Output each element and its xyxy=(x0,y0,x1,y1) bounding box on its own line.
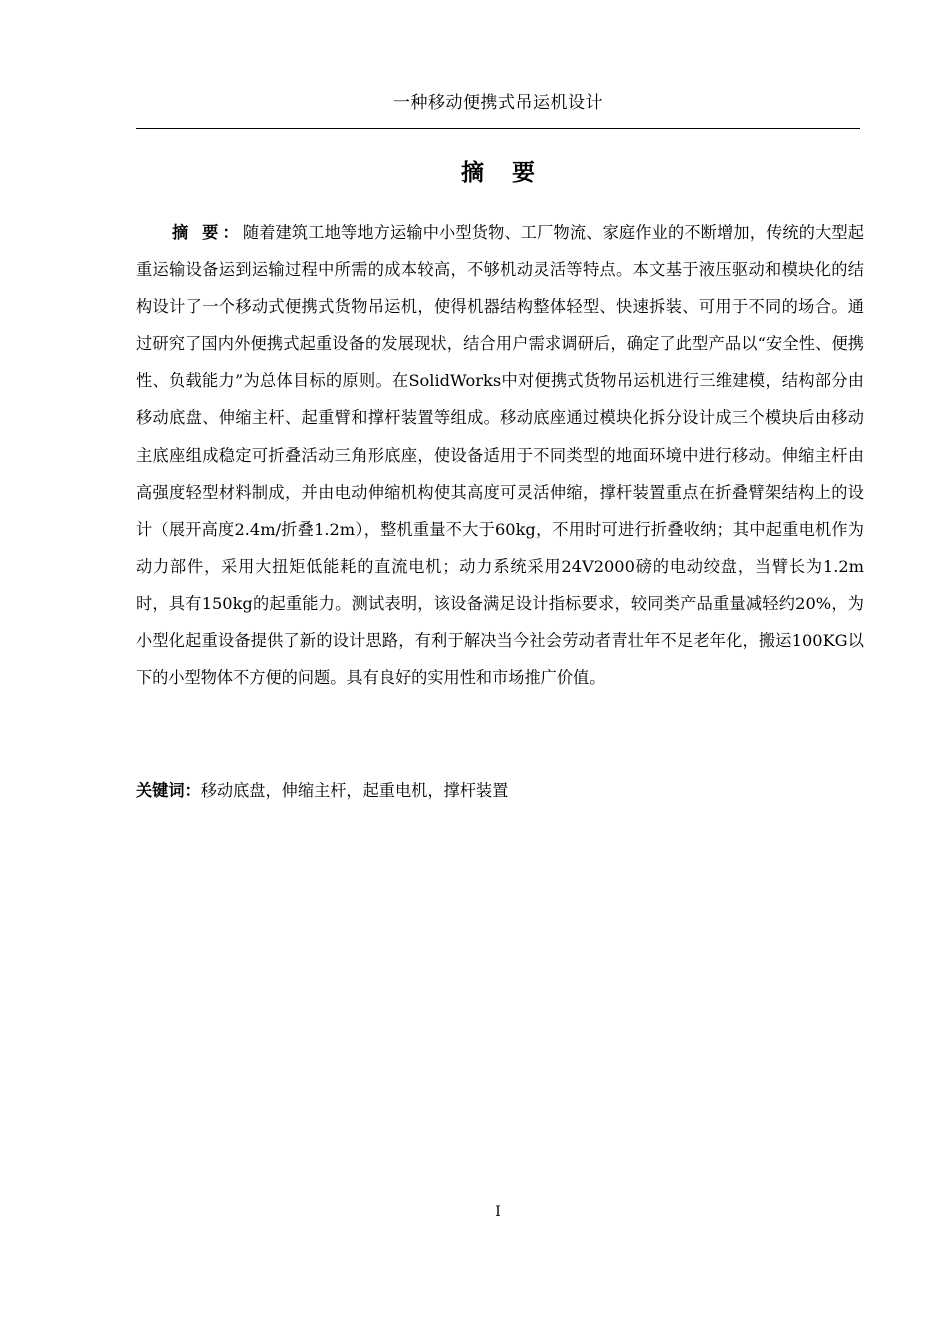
abstract-paragraph xyxy=(136,214,864,696)
running-header-title: 一种移动便携式吊运机设计 xyxy=(393,93,603,113)
page-number: I xyxy=(495,1204,501,1220)
abstract-text: 随着建筑工地等地方运输中小型货物、工厂物流、家庭作业的不断增加，传统的大型起重运输设备运到运输过程中所需的成本较高，不够机动灵活等特点。本文基于液压驱动和模块化的结构设计了一个移动式便携式货物吊运机，使得机器结构整体轻型、快速拆装、可用于不同的场合。通过研究了国内外便携式起重设备的发展现状，结合用户需求调研后，确定了此型产品以“安全性、便携性、负载能力”为总体目标的原则。在SolidWorks中对便携式货物吊运机进行三维建模，结构部分由移动底盘、伸缩主杆、起重臂和撑杆装置等组成。移动底座通过模块化拆分设计成三个模块后由移动主底座组成稳定可折叠活动三角形底座，使设备适用于不同类型的地面环境中进行移动。伸缩主杆由高强度轻型材料制成，并由电动伸缩机构使其高度可灵活伸缩，撑杆装置重点在折叠臂架结构上的设计（展开高度2.4m/折叠1.2m），整机重量不大于60kg，不用时可进行折叠收纳；其中起重电机作为动力部件，采用大扭矩低能耗的直流电机；动力系统采用24V2000磅的电动绞盘，当臂长为1.2m时，具有150kg的起重能力。测试表明，该设备满足设计指标要求，较同类产品重量减轻约20%，为小型化起重设备提供了新的设计思路，有利于解决当今社会劳动者青壮年不足老年化，搬运100KG以下的小型物体不方便的问题。具有良好的实用性和市场推广价值。 xyxy=(136,223,865,688)
keywords-label: 关键词： xyxy=(136,781,201,800)
abstract-heading: 摘 要 xyxy=(460,160,545,186)
keywords-value: 移动底盘，伸缩主杆，起重电机，撑杆装置 xyxy=(200,781,509,800)
keywords-line xyxy=(136,772,860,809)
header-rule xyxy=(136,128,860,129)
abstract-label: 摘 要： xyxy=(172,223,243,242)
